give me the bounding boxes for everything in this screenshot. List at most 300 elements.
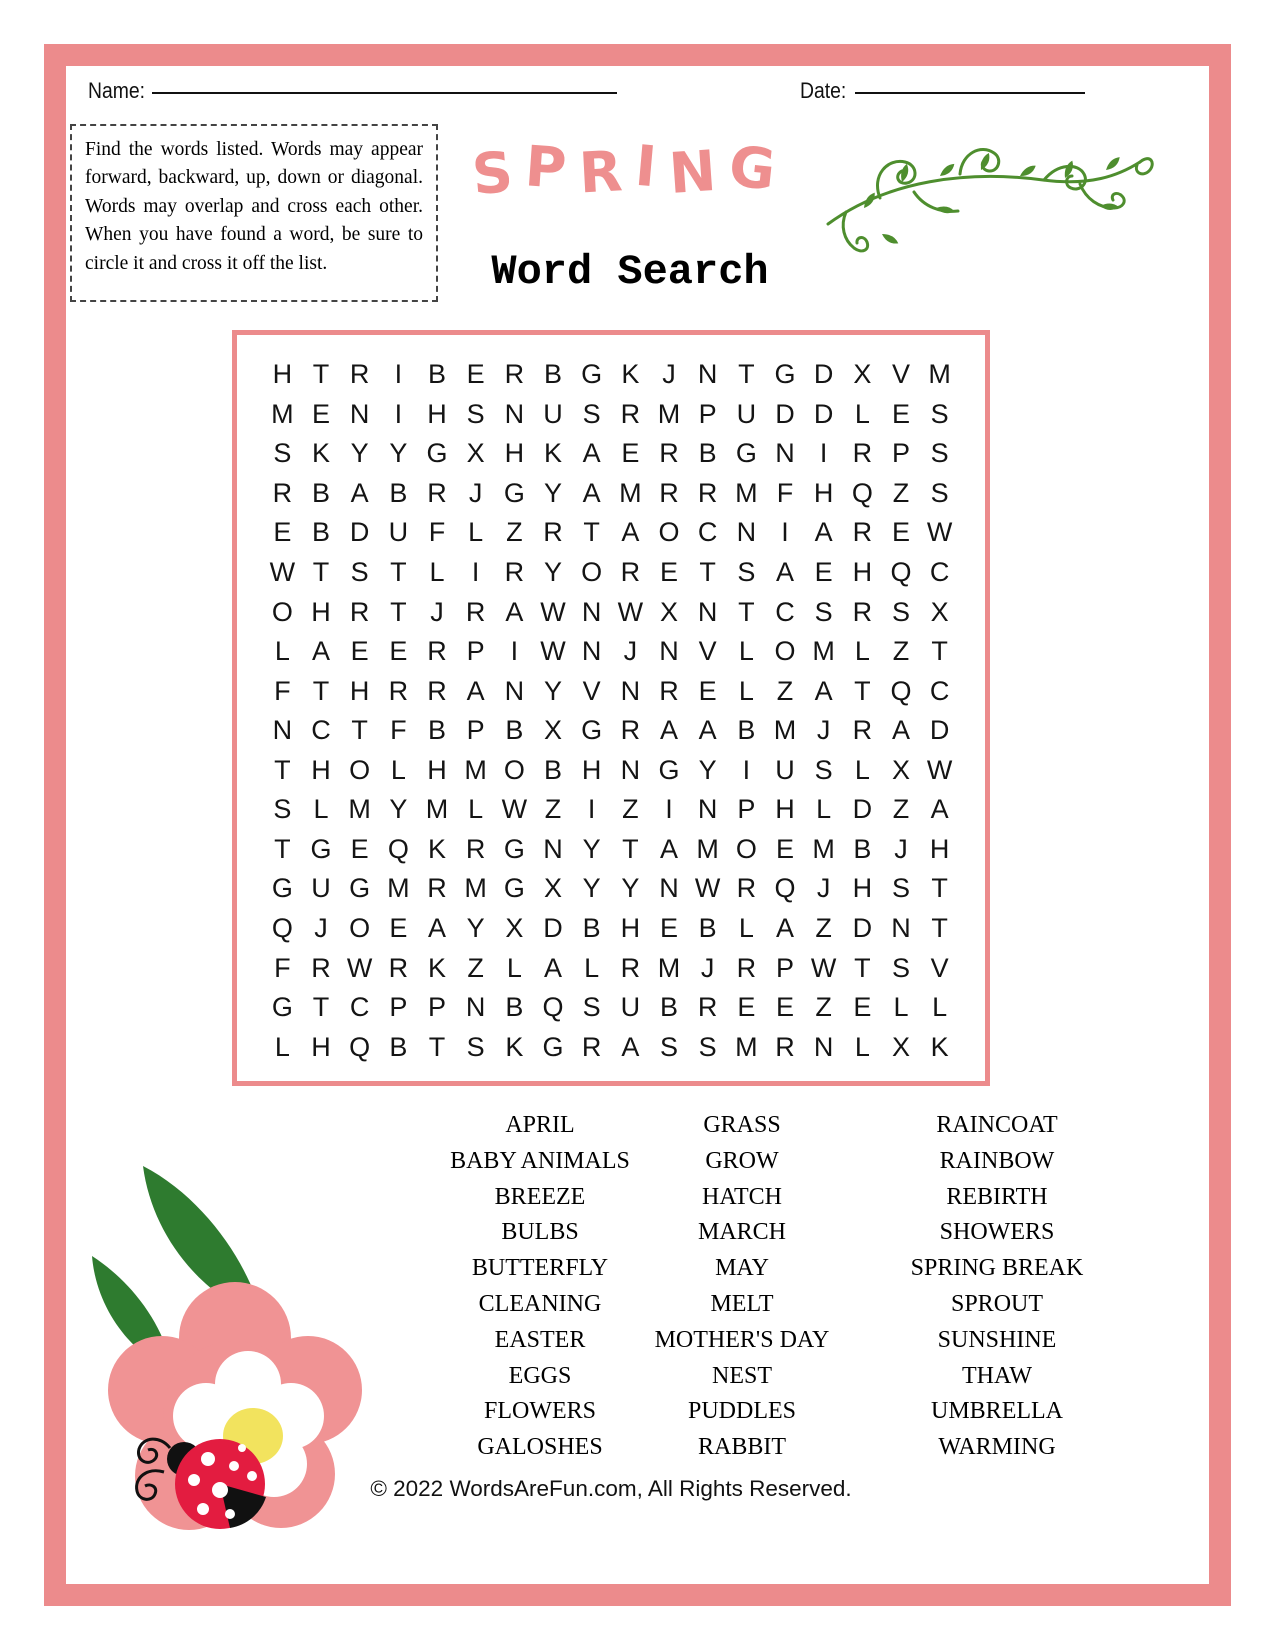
grid-cell-r8c2[interactable]: A xyxy=(311,636,330,667)
grid-cell-r8c11[interactable]: N xyxy=(659,636,679,667)
grid-cell-r3c15[interactable]: I xyxy=(819,438,828,469)
grid-cell-r11c5[interactable]: H xyxy=(427,754,447,785)
grid-cell-r10c17[interactable]: A xyxy=(891,715,910,746)
grid-cell-r16c11[interactable]: M xyxy=(657,952,681,983)
grid-cell-r15c1[interactable]: Q xyxy=(271,913,293,944)
grid-cell-r14c1[interactable]: G xyxy=(271,873,293,904)
word-item[interactable]: MELT xyxy=(710,1290,774,1317)
word-item[interactable]: HATCH xyxy=(701,1183,782,1210)
grid-cell-r7c13[interactable]: T xyxy=(738,596,755,627)
grid-cell-r18c10[interactable]: A xyxy=(621,1031,640,1062)
grid-cell-r14c3[interactable]: G xyxy=(349,873,371,904)
word-item[interactable]: GALOSHES xyxy=(477,1434,603,1461)
grid-cell-r7c5[interactable]: J xyxy=(430,596,444,627)
grid-cell-r9c12[interactable]: E xyxy=(698,675,717,706)
grid-cell-r11c6[interactable]: M xyxy=(464,754,487,785)
grid-cell-r12c16[interactable]: D xyxy=(852,794,873,825)
grid-cell-r1c12[interactable]: N xyxy=(697,359,718,390)
grid-cell-r1c15[interactable]: D xyxy=(813,359,834,390)
grid-cell-r14c18[interactable]: T xyxy=(931,873,948,904)
grid-cell-r18c7[interactable]: K xyxy=(505,1031,524,1062)
grid-cell-r12c3[interactable]: M xyxy=(348,794,371,825)
grid-cell-r10c12[interactable]: A xyxy=(698,715,717,746)
grid-cell-r14c5[interactable]: R xyxy=(427,873,447,904)
grid-cell-r14c2[interactable]: U xyxy=(311,873,331,904)
grid-cell-r14c15[interactable]: J xyxy=(816,873,831,904)
grid-cell-r1c3[interactable]: R xyxy=(349,359,370,390)
grid-cell-r6c1[interactable]: W xyxy=(269,557,296,588)
grid-cell-r7c18[interactable]: X xyxy=(930,596,949,627)
grid-cell-r17c12[interactable]: R xyxy=(697,992,718,1023)
grid-cell-r7c8[interactable]: W xyxy=(540,596,566,627)
word-item[interactable]: BABY ANIMALS xyxy=(450,1147,630,1174)
grid-cell-r6c7[interactable]: R xyxy=(504,557,525,588)
word-item[interactable]: SHOWERS xyxy=(939,1219,1055,1246)
grid-cell-r2c16[interactable]: L xyxy=(854,398,870,429)
grid-cell-r3c8[interactable]: K xyxy=(543,438,562,469)
grid-cell-r6c14[interactable]: A xyxy=(775,557,794,588)
grid-cell-r14c17[interactable]: S xyxy=(891,873,910,904)
grid-cell-r13c4[interactable]: Q xyxy=(387,833,409,864)
grid-cell-r2c3[interactable]: N xyxy=(349,398,370,429)
grid-cell-r2c13[interactable]: U xyxy=(736,398,757,429)
grid-cell-r3c7[interactable]: H xyxy=(504,438,525,469)
grid-cell-r16c14[interactable]: P xyxy=(775,952,794,983)
grid-cell-r16c16[interactable]: T xyxy=(854,952,871,983)
grid-cell-r8c5[interactable]: R xyxy=(427,636,447,667)
grid-cell-r12c1[interactable]: S xyxy=(273,794,292,825)
grid-cell-r16c3[interactable]: W xyxy=(346,952,373,983)
grid-cell-r13c16[interactable]: B xyxy=(853,833,872,864)
grid-cell-r13c7[interactable]: G xyxy=(503,833,525,864)
grid-cell-r16c9[interactable]: L xyxy=(584,952,600,983)
grid-cell-r12c18[interactable]: A xyxy=(930,794,949,825)
grid-cell-r6c9[interactable]: O xyxy=(581,557,603,588)
grid-cell-r1c10[interactable]: K xyxy=(621,359,640,390)
grid-cell-r14c12[interactable]: W xyxy=(694,873,721,904)
grid-cell-r18c9[interactable]: R xyxy=(581,1031,602,1062)
grid-cell-r14c11[interactable]: N xyxy=(659,873,679,904)
grid-cell-r12c8[interactable]: Z xyxy=(544,794,562,825)
grid-cell-r11c3[interactable]: O xyxy=(349,754,371,785)
grid-cell-r12c2[interactable]: L xyxy=(313,794,329,825)
grid-cell-r5c14[interactable]: I xyxy=(781,517,789,548)
grid-cell-r14c10[interactable]: Y xyxy=(621,873,640,904)
grid-cell-r16c2[interactable]: R xyxy=(311,952,331,983)
grid-cell-r1c2[interactable]: T xyxy=(312,359,330,390)
grid-cell-r1c13[interactable]: T xyxy=(738,359,755,390)
grid-cell-r12c7[interactable]: W xyxy=(501,794,528,825)
grid-cell-r5c11[interactable]: O xyxy=(658,517,680,548)
grid-cell-r3c18[interactable]: S xyxy=(930,438,949,469)
grid-cell-r2c9[interactable]: S xyxy=(582,398,601,429)
grid-cell-r15c9[interactable]: B xyxy=(582,913,601,944)
grid-cell-r15c14[interactable]: A xyxy=(775,913,794,944)
grid-cell-r1c14[interactable]: G xyxy=(774,359,796,390)
grid-cell-r15c17[interactable]: N xyxy=(891,913,911,944)
grid-cell-r11c13[interactable]: I xyxy=(742,754,751,785)
grid-cell-r11c2[interactable]: H xyxy=(311,754,331,785)
grid-cell-r17c7[interactable]: B xyxy=(505,992,524,1023)
grid-cell-r13c8[interactable]: N xyxy=(543,833,563,864)
grid-cell-r8c4[interactable]: E xyxy=(389,636,408,667)
grid-cell-r9c11[interactable]: R xyxy=(659,675,679,706)
grid-cell-r4c18[interactable]: S xyxy=(930,477,949,508)
grid-cell-r4c2[interactable]: B xyxy=(311,477,330,508)
grid-cell-r6c2[interactable]: T xyxy=(312,557,330,588)
grid-cell-r8c7[interactable]: I xyxy=(510,636,519,667)
grid-cell-r12c9[interactable]: I xyxy=(587,794,596,825)
grid-cell-r15c6[interactable]: Y xyxy=(466,913,485,944)
grid-cell-r6c5[interactable]: L xyxy=(429,557,445,588)
grid-cell-r9c3[interactable]: H xyxy=(349,675,370,706)
grid-cell-r16c7[interactable]: L xyxy=(506,952,522,983)
grid-cell-r13c2[interactable]: G xyxy=(310,833,332,864)
word-item[interactable]: SUNSHINE xyxy=(937,1326,1057,1353)
word-item[interactable]: EGGS xyxy=(508,1362,572,1389)
grid-cell-r17c10[interactable]: U xyxy=(620,992,641,1023)
grid-cell-r10c3[interactable]: T xyxy=(351,715,368,746)
grid-cell-r17c18[interactable]: L xyxy=(932,992,948,1023)
grid-cell-r3c1[interactable]: S xyxy=(273,438,292,469)
grid-cell-r15c10[interactable]: H xyxy=(620,913,641,944)
grid-cell-r17c11[interactable]: B xyxy=(659,992,678,1023)
grid-cell-r14c9[interactable]: Y xyxy=(582,873,601,904)
name-input-line[interactable] xyxy=(152,66,617,94)
word-item[interactable]: UMBRELLA xyxy=(931,1398,1063,1425)
grid-cell-r7c6[interactable]: R xyxy=(465,596,486,627)
grid-cell-r9c5[interactable]: R xyxy=(427,675,447,706)
grid-cell-r7c11[interactable]: X xyxy=(659,596,678,627)
grid-cell-r6c6[interactable]: I xyxy=(471,557,480,588)
grid-cell-r15c18[interactable]: T xyxy=(931,913,948,944)
grid-cell-r15c2[interactable]: J xyxy=(314,913,328,944)
grid-cell-r16c6[interactable]: Z xyxy=(467,952,484,983)
grid-cell-r2c6[interactable]: S xyxy=(466,398,485,429)
grid-cell-r3c6[interactable]: X xyxy=(466,438,485,469)
word-item[interactable]: FLOWERS xyxy=(483,1398,596,1425)
grid-cell-r4c14[interactable]: F xyxy=(776,477,794,508)
grid-cell-r11c18[interactable]: W xyxy=(926,754,953,785)
grid-cell-r4c9[interactable]: A xyxy=(582,477,601,508)
word-item[interactable]: APRIL xyxy=(505,1112,575,1138)
grid-cell-r16c18[interactable]: V xyxy=(930,952,949,983)
grid-cell-r3c12[interactable]: B xyxy=(698,438,717,469)
grid-cell-r15c7[interactable]: X xyxy=(505,913,524,944)
grid-cell-r1c17[interactable]: V xyxy=(891,359,910,390)
grid-cell-r5c12[interactable]: C xyxy=(697,517,718,548)
grid-cell-r9c1[interactable]: F xyxy=(274,675,291,706)
grid-cell-r10c16[interactable]: R xyxy=(852,715,873,746)
grid-cell-r3c3[interactable]: Y xyxy=(350,438,369,469)
grid-cell-r7c3[interactable]: R xyxy=(349,596,370,627)
grid-cell-r2c11[interactable]: M xyxy=(657,398,681,429)
grid-cell-r10c2[interactable]: C xyxy=(311,715,331,746)
grid-cell-r5c15[interactable]: A xyxy=(814,517,833,548)
grid-cell-r11c14[interactable]: U xyxy=(775,754,795,785)
grid-cell-r11c17[interactable]: X xyxy=(891,754,910,785)
grid-cell-r7c9[interactable]: N xyxy=(581,596,602,627)
grid-cell-r18c6[interactable]: S xyxy=(466,1031,485,1062)
date-input-line[interactable] xyxy=(855,66,1085,94)
grid-cell-r17c16[interactable]: E xyxy=(853,992,872,1023)
grid-cell-r5c5[interactable]: F xyxy=(428,517,446,548)
grid-cell-r10c5[interactable]: B xyxy=(427,715,446,746)
grid-cell-r7c2[interactable]: H xyxy=(311,596,331,627)
grid-cell-r8c15[interactable]: M xyxy=(812,636,835,667)
grid-cell-r2c5[interactable]: H xyxy=(427,398,447,429)
grid-cell-r5c7[interactable]: Z xyxy=(506,517,523,548)
grid-cell-r2c15[interactable]: D xyxy=(813,398,834,429)
grid-cell-r3c11[interactable]: R xyxy=(659,438,679,469)
grid-cell-r2c4[interactable]: I xyxy=(394,398,403,429)
grid-cell-r5c3[interactable]: D xyxy=(349,517,370,548)
grid-cell-r4c16[interactable]: Q xyxy=(851,477,873,508)
grid-cell-r4c10[interactable]: M xyxy=(619,477,642,508)
grid-cell-r9c9[interactable]: V xyxy=(582,675,601,706)
grid-cell-r16c8[interactable]: A xyxy=(543,952,562,983)
grid-cell-r15c12[interactable]: B xyxy=(698,913,717,944)
grid-cell-r15c15[interactable]: Z xyxy=(815,913,832,944)
grid-cell-r8c3[interactable]: E xyxy=(350,636,369,667)
grid-cell-r9c2[interactable]: T xyxy=(312,675,330,706)
grid-cell-r14c8[interactable]: X xyxy=(543,873,562,904)
grid-cell-r12c11[interactable]: I xyxy=(665,794,673,825)
grid-cell-r3c13[interactable]: G xyxy=(735,438,757,469)
grid-cell-r14c14[interactable]: Q xyxy=(774,873,796,904)
grid-cell-r1c18[interactable]: M xyxy=(928,359,951,390)
grid-cell-r10c7[interactable]: B xyxy=(505,715,524,746)
grid-cell-r9c18[interactable]: C xyxy=(929,675,950,706)
grid-cell-r11c7[interactable]: O xyxy=(503,754,525,785)
grid-cell-r17c13[interactable]: E xyxy=(737,992,756,1023)
grid-cell-r13c13[interactable]: O xyxy=(735,833,757,864)
grid-cell-r7c15[interactable]: S xyxy=(814,596,833,627)
grid-cell-r9c4[interactable]: R xyxy=(388,675,409,706)
grid-cell-r17c14[interactable]: E xyxy=(775,992,794,1023)
grid-cell-r12c17[interactable]: Z xyxy=(892,794,910,825)
grid-cell-r12c10[interactable]: Z xyxy=(622,794,639,825)
grid-cell-r4c5[interactable]: R xyxy=(427,477,447,508)
grid-cell-r7c10[interactable]: W xyxy=(617,596,644,627)
grid-cell-r12c6[interactable]: L xyxy=(468,794,484,825)
grid-cell-r4c11[interactable]: R xyxy=(659,477,679,508)
grid-cell-r9c16[interactable]: T xyxy=(854,675,871,706)
word-item[interactable]: BUTTERFLY xyxy=(471,1255,609,1282)
grid-cell-r18c15[interactable]: N xyxy=(813,1031,834,1062)
grid-cell-r11c11[interactable]: G xyxy=(658,754,680,785)
word-item[interactable]: BREEZE xyxy=(494,1183,586,1210)
grid-cell-r5c1[interactable]: E xyxy=(273,517,292,548)
grid-cell-r9c6[interactable]: A xyxy=(466,675,485,706)
grid-cell-r18c4[interactable]: B xyxy=(389,1031,408,1062)
grid-cell-r17c1[interactable]: G xyxy=(271,992,293,1023)
grid-cell-r18c17[interactable]: X xyxy=(891,1031,910,1062)
grid-cell-r9c8[interactable]: Y xyxy=(543,675,562,706)
grid-cell-r2c2[interactable]: E xyxy=(311,398,330,429)
word-item[interactable]: SPRING BREAK xyxy=(910,1255,1084,1282)
grid-cell-r7c12[interactable]: N xyxy=(697,596,718,627)
grid-cell-r18c3[interactable]: Q xyxy=(349,1031,371,1062)
grid-cell-r2c10[interactable]: R xyxy=(620,398,641,429)
grid-cell-r9c17[interactable]: Q xyxy=(890,675,912,706)
grid-cell-r3c9[interactable]: A xyxy=(582,438,601,469)
grid-cell-r16c5[interactable]: K xyxy=(427,952,446,983)
grid-cell-r12c14[interactable]: H xyxy=(775,794,795,825)
grid-cell-r10c1[interactable]: N xyxy=(272,715,293,746)
grid-cell-r6c15[interactable]: E xyxy=(814,557,833,588)
grid-cell-r13c1[interactable]: T xyxy=(274,833,291,864)
grid-cell-r7c17[interactable]: S xyxy=(891,596,910,627)
grid-cell-r16c4[interactable]: R xyxy=(388,952,409,983)
word-item[interactable]: SPROUT xyxy=(950,1290,1044,1317)
grid-cell-r7c14[interactable]: C xyxy=(775,596,795,627)
grid-cell-r2c1[interactable]: M xyxy=(271,398,294,429)
grid-cell-r8c10[interactable]: J xyxy=(623,636,638,667)
grid-cell-r15c8[interactable]: D xyxy=(543,913,563,944)
grid-cell-r2c12[interactable]: P xyxy=(698,398,717,429)
grid-cell-r10c4[interactable]: F xyxy=(390,715,407,746)
grid-cell-r8c18[interactable]: T xyxy=(931,636,948,667)
word-item[interactable]: RAINBOW xyxy=(939,1147,1055,1174)
word-item[interactable]: BULBS xyxy=(501,1219,579,1246)
grid-cell-r4c1[interactable]: R xyxy=(272,477,293,508)
grid-cell-r13c9[interactable]: Y xyxy=(582,833,601,864)
grid-cell-r8c16[interactable]: L xyxy=(854,636,870,667)
grid-cell-r4c6[interactable]: J xyxy=(468,477,483,508)
grid-cell-r14c13[interactable]: R xyxy=(736,873,757,904)
grid-cell-r16c10[interactable]: R xyxy=(620,952,641,983)
grid-cell-r9c7[interactable]: N xyxy=(504,675,525,706)
grid-cell-r1c9[interactable]: G xyxy=(581,359,603,390)
grid-cell-r9c10[interactable]: N xyxy=(620,675,641,706)
grid-cell-r3c17[interactable]: P xyxy=(891,438,910,469)
grid-cell-r10c10[interactable]: R xyxy=(620,715,641,746)
grid-cell-r6c10[interactable]: R xyxy=(620,557,641,588)
grid-cell-r17c3[interactable]: C xyxy=(349,992,370,1023)
grid-cell-r18c11[interactable]: S xyxy=(659,1031,678,1062)
grid-cell-r6c18[interactable]: C xyxy=(929,557,950,588)
grid-cell-r1c4[interactable]: I xyxy=(394,359,403,390)
grid-cell-r8c13[interactable]: L xyxy=(738,636,754,667)
grid-cell-r18c14[interactable]: R xyxy=(775,1031,795,1062)
grid-cell-r15c11[interactable]: E xyxy=(659,913,678,944)
grid-cell-r5c10[interactable]: A xyxy=(621,517,640,548)
grid-cell-r12c15[interactable]: L xyxy=(816,794,832,825)
grid-cell-r5c13[interactable]: N xyxy=(736,517,757,548)
grid-cell-r15c13[interactable]: L xyxy=(738,913,754,944)
grid-cell-r8c17[interactable]: Z xyxy=(892,636,910,667)
grid-cell-r7c1[interactable]: O xyxy=(271,596,293,627)
grid-cell-r5c17[interactable]: E xyxy=(891,517,910,548)
grid-cell-r10c18[interactable]: D xyxy=(929,715,950,746)
grid-cell-r11c16[interactable]: L xyxy=(854,754,870,785)
grid-cell-r17c6[interactable]: N xyxy=(465,992,486,1023)
grid-cell-r14c6[interactable]: M xyxy=(464,873,487,904)
grid-cell-r1c1[interactable]: H xyxy=(272,359,293,390)
grid-cell-r3c4[interactable]: Y xyxy=(389,438,408,469)
grid-cell-r6c4[interactable]: T xyxy=(390,557,407,588)
grid-cell-r11c9[interactable]: H xyxy=(581,754,602,785)
grid-cell-r1c7[interactable]: R xyxy=(504,359,525,390)
grid-cell-r15c4[interactable]: E xyxy=(389,913,408,944)
grid-cell-r5c6[interactable]: L xyxy=(468,517,484,548)
grid-cell-r10c11[interactable]: A xyxy=(659,715,678,746)
grid-cell-r8c8[interactable]: W xyxy=(540,636,566,667)
grid-cell-r12c4[interactable]: Y xyxy=(389,794,408,825)
grid-cell-r12c5[interactable]: M xyxy=(425,794,449,825)
grid-cell-r18c5[interactable]: T xyxy=(428,1031,446,1062)
grid-cell-r8c1[interactable]: L xyxy=(274,636,290,667)
grid-cell-r10c13[interactable]: B xyxy=(737,715,756,746)
grid-cell-r11c15[interactable]: S xyxy=(814,754,833,785)
word-item[interactable]: MOTHER'S DAY xyxy=(654,1326,830,1353)
grid-cell-r9c15[interactable]: A xyxy=(814,675,833,706)
grid-cell-r6c8[interactable]: Y xyxy=(543,557,562,588)
grid-cell-r4c8[interactable]: Y xyxy=(543,477,562,508)
grid-cell-r5c8[interactable]: R xyxy=(543,517,563,548)
grid-cell-r15c3[interactable]: O xyxy=(349,913,371,944)
word-item[interactable]: GROW xyxy=(705,1147,779,1174)
word-item[interactable]: REBIRTH xyxy=(946,1183,1048,1210)
grid-cell-r13c3[interactable]: E xyxy=(350,833,369,864)
grid-cell-r1c5[interactable]: B xyxy=(427,359,446,390)
word-item[interactable]: PUDDLES xyxy=(687,1398,796,1425)
grid-cell-r7c4[interactable]: T xyxy=(390,596,407,627)
word-item[interactable]: GRASS xyxy=(703,1112,781,1138)
grid-cell-r11c8[interactable]: B xyxy=(543,754,562,785)
grid-cell-r1c16[interactable]: X xyxy=(853,359,872,390)
grid-cell-r18c1[interactable]: L xyxy=(274,1031,290,1062)
grid-cell-r15c16[interactable]: D xyxy=(852,913,873,944)
grid-cell-r5c9[interactable]: T xyxy=(583,517,600,548)
grid-cell-r17c8[interactable]: Q xyxy=(542,992,564,1023)
grid-cell-r14c4[interactable]: M xyxy=(387,873,410,904)
grid-cell-r10c14[interactable]: M xyxy=(773,715,797,746)
grid-cell-r13c14[interactable]: E xyxy=(775,833,794,864)
grid-cell-r6c13[interactable]: S xyxy=(737,557,756,588)
grid-cell-r18c18[interactable]: K xyxy=(930,1031,949,1062)
grid-cell-r18c2[interactable]: H xyxy=(311,1031,331,1062)
grid-cell-r17c15[interactable]: Z xyxy=(815,992,832,1023)
word-item[interactable]: MARCH xyxy=(697,1219,787,1246)
grid-cell-r5c18[interactable]: W xyxy=(926,517,953,548)
grid-cell-r4c13[interactable]: M xyxy=(735,477,758,508)
grid-cell-r6c3[interactable]: S xyxy=(350,557,369,588)
grid-cell-r6c12[interactable]: T xyxy=(699,557,716,588)
grid-cell-r16c15[interactable]: W xyxy=(810,952,837,983)
grid-cell-r1c6[interactable]: E xyxy=(466,359,485,390)
grid-cell-r10c15[interactable]: J xyxy=(816,715,831,746)
grid-cell-r10c9[interactable]: G xyxy=(581,715,603,746)
grid-cell-r8c6[interactable]: P xyxy=(466,636,485,667)
grid-cell-r2c8[interactable]: U xyxy=(543,398,563,429)
grid-cell-r3c5[interactable]: G xyxy=(426,438,448,469)
grid-cell-r7c16[interactable]: R xyxy=(852,596,873,627)
grid-cell-r5c16[interactable]: R xyxy=(852,517,873,548)
grid-cell-r17c2[interactable]: T xyxy=(312,992,330,1023)
word-item[interactable]: WARMING xyxy=(938,1434,1056,1461)
grid-cell-r5c4[interactable]: U xyxy=(388,517,409,548)
grid-cell-r11c12[interactable]: Y xyxy=(698,754,717,785)
grid-cell-r4c7[interactable]: G xyxy=(503,477,525,508)
grid-cell-r9c13[interactable]: L xyxy=(738,675,754,706)
grid-cell-r8c12[interactable]: V xyxy=(698,636,717,667)
grid-cell-r11c4[interactable]: L xyxy=(390,754,406,785)
grid-cell-r18c8[interactable]: G xyxy=(542,1031,564,1062)
grid-cell-r4c12[interactable]: R xyxy=(697,477,718,508)
grid-cell-r12c12[interactable]: N xyxy=(697,794,718,825)
